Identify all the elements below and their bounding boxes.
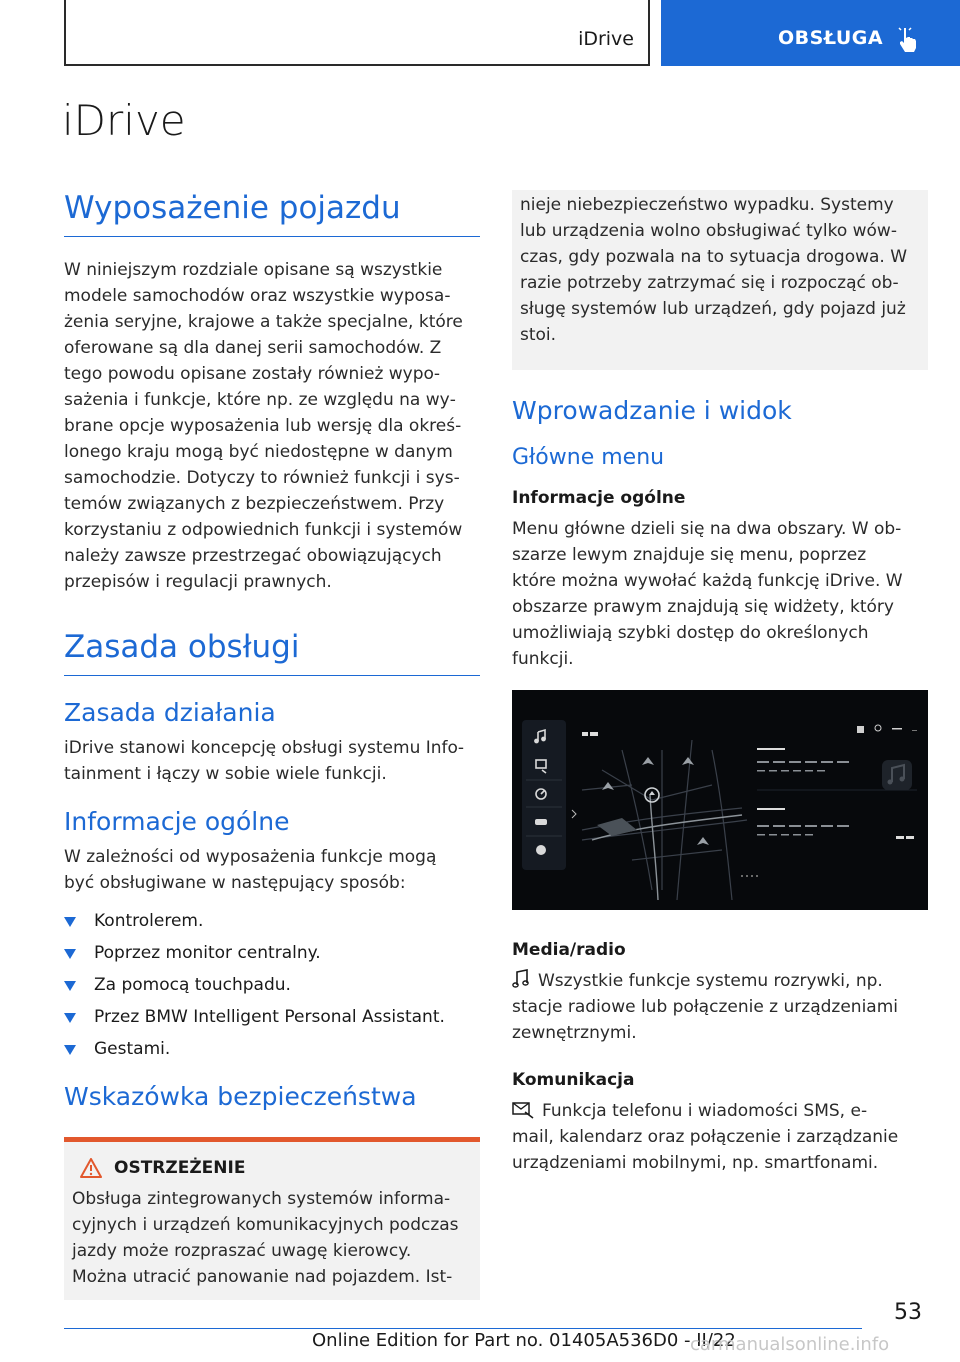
footer-divider [64, 1328, 862, 1329]
warning-box [64, 1137, 480, 1300]
section-tab [64, 0, 650, 66]
heading-operation: Zasada działania [64, 698, 276, 727]
hand-pointer-icon [896, 26, 920, 54]
heading-safety: Wskazówka bezpieczeństwa [64, 1082, 417, 1111]
watermark: carmanualsonline.info [690, 1334, 890, 1355]
triangle-bullet-icon [64, 1045, 76, 1055]
page-number: 53 [894, 1300, 922, 1325]
paragraph-operation: iDrive stanowi koncepcję obsługi systemu Info‐ tainment i łączy w sobie wiele funkcji. [64, 738, 465, 784]
heading-info: Informacje ogólne [512, 488, 686, 508]
paragraph-communication: Funkcja telefonu i wiadomości SMS, e- mail, kalendarz oraz połączenie i zarządzanie urządzeniami mobilnymi, np. smartfonami. [512, 1101, 899, 1173]
warning-title: OSTRZEŻENIE [114, 1158, 246, 1178]
idrive-screen-image [512, 690, 928, 910]
list-item: Poprzez monitor centralny. [64, 940, 480, 966]
warning-continuation: nieje niebezpieczeństwo wypadku. Systemy lub urządzenia wolno obsługiwać tylko wów‐ czas, gdy pozwala na to sytuacja drogowa. W razie potrzeby zatrzymać się i rozpocząć ob‐ sługę systemów lub urządzeń, gdy pojazd już stoi. [512, 190, 928, 370]
heading-equipment: Wyposażenie pojazdu [64, 190, 480, 237]
phone-message-icon [512, 1101, 534, 1119]
chapter-tab-label: OBSŁUGA [778, 27, 884, 49]
paragraph-equipment: W niniejszym rozdziale opisane są wszystkie modele samochodów oraz wszystkie wyposa‐ żenia seryjne, krajowe a także specjalne, które oferowane są dla danej serii samochodów. Z tego powodu opisane zostały również wypo‐ sażenia i funkcje, które np. ze względu na wy‐ brane opcje wyposażenia lub wersję dla okreś‐ lonego kraju mogą być niedostępne w danym samochodzie. Dotyczy to również funkcji i sys‐ temów związanych z bezpieczeństwem. Przy korzystaniu z odpowiednich funkcji i systemów należy zawsze przestrzegać obowiązujących przepisów i regulacji prawnych. [64, 260, 463, 592]
list-item: Za pomocą touchpadu. [64, 972, 480, 998]
list-item: Kontrolerem. [64, 908, 480, 934]
page-title: iDrive [62, 96, 186, 145]
paragraph-media: Wszystkie funkcje systemu rozrywki, np. stacje radiowe lub połączenie z urządzeniami zewnętrznymi. [512, 971, 898, 1043]
heading-main-menu: Główne menu [512, 445, 665, 470]
chapter-tab[interactable] [661, 0, 960, 66]
left-column [64, 190, 480, 1300]
list-item: Przez BMW Intelligent Personal Assistant. [64, 1004, 480, 1030]
music-note-icon [512, 969, 530, 989]
idrive-screen-illustration [512, 690, 928, 910]
warning-text: Obsługa zintegrowanych systemów informa‐ cyjnych i urządzeń komunikacyjnych podczas jazdy może rozpraszać uwagę kierowcy. Można utracić panowanie nad pojazdem. Ist‐ [72, 1189, 459, 1287]
right-column [512, 190, 928, 1176]
footer-edition: Online Edition for Part no. 01405A536D0 - II/22 [312, 1330, 736, 1351]
heading-general: Informacje ogólne [64, 807, 290, 836]
section-tab-label: iDrive [578, 28, 634, 50]
operation-methods-list [64, 908, 480, 1062]
warning-triangle-icon [80, 1158, 102, 1178]
heading-communication: Komunikacja [512, 1070, 635, 1090]
triangle-bullet-icon [64, 917, 76, 927]
list-item: Gestami. [64, 1036, 480, 1062]
triangle-bullet-icon [64, 1013, 76, 1023]
warning-header [72, 1158, 472, 1178]
paragraph-general: W zależności od wyposażenia funkcje mogą być obsługiwane w następujący sposób: [64, 847, 437, 893]
heading-intro: Wprowadzanie i widok [512, 396, 792, 425]
heading-principle: Zasada obsługi [64, 629, 480, 676]
paragraph-info: Menu główne dzieli się na dwa obszary. W ob‐ szarze lewym znajduje się menu, poprzez które można wywołać każdą funkcję iDrive. W obszarze prawym znajdują się widżety, który umożliwiają szybki dostęp do określonych funkcji. [512, 519, 903, 669]
triangle-bullet-icon [64, 981, 76, 991]
triangle-bullet-icon [64, 949, 76, 959]
heading-media: Media/radio [512, 940, 626, 960]
